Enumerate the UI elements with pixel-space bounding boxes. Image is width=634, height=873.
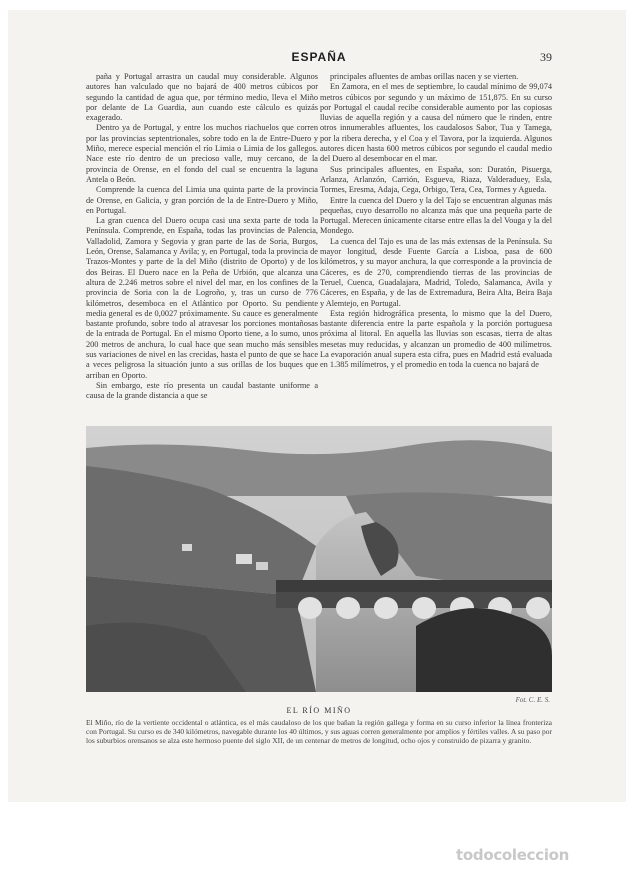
photo-title: EL RÍO MIÑO xyxy=(286,706,352,715)
photo-credit: Fot. C. E. S. xyxy=(515,696,550,704)
building xyxy=(236,554,252,564)
roman-bridge xyxy=(276,580,552,619)
river-mino-photo xyxy=(86,426,552,692)
left-column xyxy=(86,72,318,422)
paragraph: En Zamora, en el mes de septiembre, lo caudal mínimo de 99,074 metros cúbicos por segundo y un máximo de 151,875. En su curso por Portugal el caudal recibe considerable aumento por las copiosas lluvias de aquella región y a causa del número que le rinden, entre otros innumerables afluentes, los caudalosos Sabor, Tua y Tamega, por la ribera derecha, y el Coa y el Tavora, por la izquierda. Algunos autores dicen hasta 600 metros cúbicos por segundo el caudal medio del Duero al desembocar en el mar. xyxy=(320,82,552,164)
right-column xyxy=(320,72,552,422)
paragraph: La cuenca del Tajo es una de las más extensas de la Península. Su mayor longitud, desde Fuente García a Lisboa, pasa de 600 kilómetros, y su mayor anchura, la que corresponde a la provincia de Cáceres, es de 270, comprendiendo tierras de las provincias de Teruel, Cuenca, Guadalajara, Madrid, Toledo, Salamanca, Avila y Cáceres, en España, y de las de Extremadura, Beira Alta, Beira Baja y Alemtejo, en Portugal. xyxy=(320,236,552,308)
building xyxy=(256,562,268,570)
paragraph: principales afluentes de ambas orillas nacen y se vierten. xyxy=(330,72,519,81)
paragraph: paña y Portugal arrastra un caudal muy considerable. Algunos autores han valculado que no bajará de 400 metros cúbicos por segundo la cantidad de agua que, por término medio, lleva el Miño por delante de La Guardia, aun cuando este cálculo es quizás exagerado. xyxy=(86,72,318,123)
building xyxy=(182,544,192,551)
running-title: ESPAÑA xyxy=(291,50,347,64)
photo-illustration xyxy=(86,426,552,692)
page-number: 39 xyxy=(540,50,552,64)
paragraph: Comprende la cuenca del Limia una quinta parte de la provincia de Orense, en Galicia, y gran porción de la de Entre-Duero y Miño, en Portugal. xyxy=(86,185,318,215)
page-header xyxy=(86,50,552,70)
paragraph: Sin embargo, este río presenta un caudal bastante uniforme a causa de la grande distancia a que se xyxy=(86,380,318,401)
photo-caption: El Miño, río de la vertiente occidental o atlántica, es el más caudaloso de los que bañan la región gallega y forma en su curso inferior la línea fronteriza con Portugal. Su curso es de 340 kilómetros, navegable durante los 40 últimos, y sus aguas corren generalmente por amplios y fértiles valles. A su paso por los suburbios orensanos se alza este hermoso puente del siglo XII, de un centenar de metros de longitud, ocho ojos y construido de pizarra y granito. xyxy=(86,718,552,746)
paragraph: Dentro ya de Portugal, y entre los muchos riachuelos que corren por las provincias septentrionales, sobre todo en la de Entre-Duero y Miño, merece especial mención el río Limia o Limia de los gallegos. Nace este río dentro de un precioso valle, muy cercano, de la provincia de Orense, en el fondo del cual se encuentra la laguna Antela o Beón. xyxy=(86,123,318,184)
paragraph: Esta región hidrográfica presenta, lo mismo que la del Duero, bastante diferencia entre la parte española y la porción portuguesa próxima al litoral. En aquella las lluvias son escasas, tierra de altas mesetas muy reducidas, y alcanzan un promedio de 400 milímetros. La evaporación anual supera esta cifra, pues en Madrid está evaluada en 1.385 milímetros, y el promedio en toda la cuenca no bajará de xyxy=(320,308,552,370)
paragraph: La gran cuenca del Duero ocupa casi una sexta parte de toda la Península. Comprende, en España, todas las provincias de Palencia, Valladolid, Zamora y Segovia y gran parte de las de Soria, Burgos, León, Orense, Salamanca y Avila; y, en Portugal, toda la provincia de Trazos-Montes y parte de la del Miño (distrito de Oporto) y de los dos Beiras. El Duero nace en la Peña de Urbión, que alcanza una altura de 2.246 metros sobre el nivel del mar, en los confines de la provincia de Soria con la de Logroño, y, tras un curso de 776 kilómetros, desemboca en el Atlántico por Oporto. Su pendiente media general es de 0,0027 próximamente. Su cauce es generalmente bastante profundo, sobre todo al atravesar los porciones montañosas de la entrada de Portugal. En el mismo Oporto tiene, a lo sumo, unos 200 metros de anchura, lo cual hace que sean mucho más sensibles sus variaciones de nivel en las crecidas, hasta el punto de que se hace a veces peligrosa la situación junto a sus orillas de los buques que arriban en Oporto. xyxy=(86,216,318,380)
paragraph: Entre la cuenca del Duero y la del Tajo se encuentran algunas más pequeñas, cuyo desarrollo no alcanza más que una pequeña parte de Portugal. Merecen únicamente citarse entre ellas la del Vouga y la del Mondego. xyxy=(320,195,552,236)
paragraph: Sus principales afluentes, en España, son: Duratón, Pisuerga, Arlanza, Arlanzón, Carrión, Esgueva, Riaza, Valderaduey, Esla, Tormes, Eresma, Adaja, Cega, Orbigo, Tera, Cea, Tormes y Agueda. xyxy=(320,164,552,195)
watermark: todocoleccion xyxy=(456,846,570,864)
